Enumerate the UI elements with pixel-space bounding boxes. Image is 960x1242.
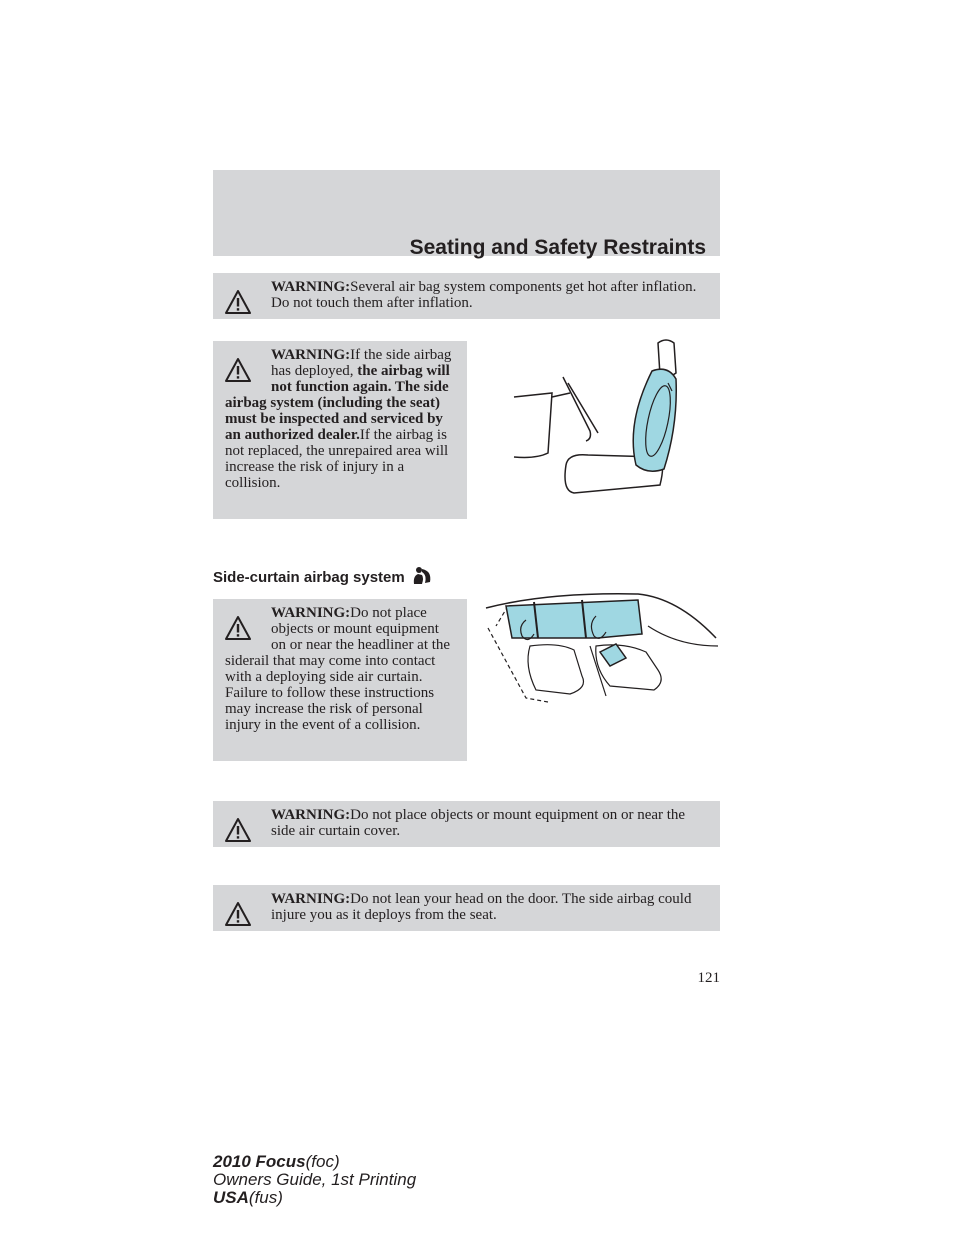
side-curtain-airbag-icon: [407, 566, 433, 586]
warning-triangle-icon: [225, 289, 251, 315]
warning-text: Do not lean your head on the door. The side airbag could injure you as it deploys from the seat.: [271, 891, 692, 923]
warning-box-curtain-cover: [213, 801, 720, 847]
side-curtain-airbag-illustration: [478, 586, 724, 708]
footer-line-printing: Owners Guide, 1st Printing: [213, 1170, 417, 1189]
section-heading: [213, 566, 433, 587]
warning-triangle-icon: [225, 357, 251, 383]
warning-box-hot-components: [213, 273, 720, 319]
warning-text-bold: the airbag will not function again. The side airbag system (including the seat) must be inspected and serviced by an authorized dealer.: [225, 363, 450, 443]
footer-line-model: [213, 1153, 416, 1171]
warning-label: WARNING:: [271, 807, 351, 823]
warning-text: Do not place objects or mount equipment on or near the side air curtain cover.: [271, 807, 686, 839]
warning-label: WARNING:: [271, 347, 351, 363]
footer-market-code: (fus): [248, 1188, 283, 1207]
warning-text: Several air bag system components get hot after inflation. Do not touch them after inflation.: [271, 279, 697, 311]
footer-line-market: [213, 1189, 416, 1207]
seat-side-airbag-illustration: [508, 335, 698, 500]
warning-label: WARNING:: [271, 605, 351, 621]
warning-box-lean-head: [213, 885, 720, 931]
section-header-bar: [213, 170, 720, 259]
section-title: Seating and Safety Restraints: [409, 236, 706, 259]
warning-label: WARNING:: [271, 279, 351, 295]
footer-model: 2010 Focus: [213, 1152, 306, 1171]
warning-box-headliner: [213, 599, 467, 761]
warning-triangle-icon: [225, 817, 251, 843]
section-heading-text: Side-curtain airbag system: [213, 569, 405, 586]
warning-text: If the side airbag has deployed,: [271, 347, 452, 379]
warning-triangle-icon: [225, 901, 251, 927]
warning-text: If the airbag is not replaced, the unrepaired area will increase the risk of injury in a collision.: [225, 427, 449, 491]
warning-triangle-icon: [225, 615, 251, 641]
warning-text: Do not place objects or mount equipment on or near the headliner at the siderail that may come into contact with a deploying side air curtain. Failure to follow these instructions may increase the risk of personal injury in the event of a collision.: [225, 605, 451, 733]
document-footer: [213, 1153, 416, 1207]
warning-box-side-airbag-deployed: [213, 341, 467, 519]
footer-model-code: (foc): [305, 1152, 340, 1171]
footer-market: USA: [213, 1188, 249, 1207]
page-number: 121: [697, 970, 720, 986]
warning-label: WARNING:: [271, 891, 351, 907]
